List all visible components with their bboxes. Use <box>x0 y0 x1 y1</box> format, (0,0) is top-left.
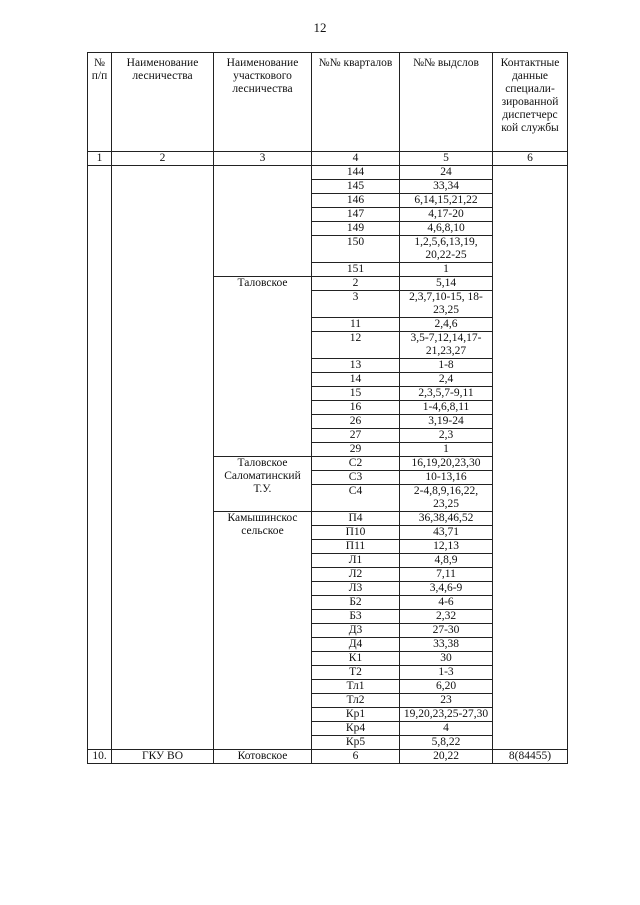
quarter-cell: С2 <box>312 457 400 471</box>
district-cell: Котовское <box>214 750 312 764</box>
table-row-last <box>88 750 568 764</box>
quarter-cell: К1 <box>312 652 400 666</box>
allotment-cell: 27-30 <box>400 624 493 638</box>
quarter-cell: Кр1 <box>312 708 400 722</box>
allotment-cell: 1 <box>400 443 493 457</box>
allotment-cell: 1-8 <box>400 359 493 373</box>
quarter-cell: 6 <box>312 750 400 764</box>
district-cell: Таловское Саломатинский Т.У. <box>214 457 312 512</box>
column-number-cell: 1 <box>88 152 112 166</box>
allotment-cell: 3,5-7,12,14,17-21,23,27 <box>400 332 493 359</box>
allotment-cell: 4-6 <box>400 596 493 610</box>
quarter-cell: С3 <box>312 471 400 485</box>
table-row <box>88 166 568 180</box>
allotment-cell: 2,32 <box>400 610 493 624</box>
quarter-cell: П11 <box>312 540 400 554</box>
allotment-cell: 6,14,15,21,22 <box>400 194 493 208</box>
column-number-row <box>88 152 568 166</box>
allotment-cell: 33,38 <box>400 638 493 652</box>
row-number-cell <box>88 166 112 750</box>
quarter-cell: П10 <box>312 526 400 540</box>
quarter-cell: 13 <box>312 359 400 373</box>
quarter-cell: Тл2 <box>312 694 400 708</box>
quarter-cell: 15 <box>312 387 400 401</box>
row-number-cell: 10. <box>88 750 112 764</box>
allotment-cell: 1-4,6,8,11 <box>400 401 493 415</box>
column-number-cell: 6 <box>493 152 568 166</box>
allotment-cell: 16,19,20,23,30 <box>400 457 493 471</box>
allotment-cell: 2,4 <box>400 373 493 387</box>
quarter-cell: 14 <box>312 373 400 387</box>
allotment-cell: 20,22 <box>400 750 493 764</box>
quarter-cell: 144 <box>312 166 400 180</box>
quarter-cell: Л2 <box>312 568 400 582</box>
allotment-cell: 7,11 <box>400 568 493 582</box>
allotment-cell: 2,3,5,7-9,11 <box>400 387 493 401</box>
quarter-cell: С4 <box>312 485 400 512</box>
allotment-cell: 5,14 <box>400 277 493 291</box>
column-number-cell: 4 <box>312 152 400 166</box>
quarter-cell: Кр4 <box>312 722 400 736</box>
quarter-cell: Т2 <box>312 666 400 680</box>
forestry-cell <box>112 166 214 750</box>
header-cell: Контактные данные специали-зированной диспетчерс кой службы <box>493 53 568 152</box>
quarter-cell: Тл1 <box>312 680 400 694</box>
allotment-cell: 23 <box>400 694 493 708</box>
quarter-cell: П4 <box>312 512 400 526</box>
allotment-cell: 2,4,6 <box>400 318 493 332</box>
allotment-cell: 2,3,7,10-15, 18-23,25 <box>400 291 493 318</box>
quarter-cell: Д3 <box>312 624 400 638</box>
quarter-cell: Д4 <box>312 638 400 652</box>
allotment-cell: 3,19-24 <box>400 415 493 429</box>
allotment-cell: 43,71 <box>400 526 493 540</box>
header-cell: №№ выдслов <box>400 53 493 152</box>
quarter-cell: 29 <box>312 443 400 457</box>
quarter-cell: 147 <box>312 208 400 222</box>
district-cell: Таловское <box>214 277 312 457</box>
forestry-cell: ГКУ ВО <box>112 750 214 764</box>
header-cell: Наименование участкового лесничества <box>214 53 312 152</box>
quarter-cell: 11 <box>312 318 400 332</box>
header-cell: Наименование лесничества <box>112 53 214 152</box>
quarter-cell: Б3 <box>312 610 400 624</box>
allotment-cell: 10-13,16 <box>400 471 493 485</box>
column-number-cell: 5 <box>400 152 493 166</box>
quarter-cell: Л3 <box>312 582 400 596</box>
column-number-cell: 2 <box>112 152 214 166</box>
allotment-cell: 19,20,23,25-27,30 <box>400 708 493 722</box>
header-cell: №№ кварталов <box>312 53 400 152</box>
allotment-cell: 1 <box>400 263 493 277</box>
quarter-cell: Кр5 <box>312 736 400 750</box>
allotment-cell: 3,4,6-9 <box>400 582 493 596</box>
allotment-cell: 33,34 <box>400 180 493 194</box>
allotment-cell: 4,8,9 <box>400 554 493 568</box>
allotment-cell: 4,17-20 <box>400 208 493 222</box>
forestry-table <box>87 52 568 764</box>
contact-cell <box>493 166 568 750</box>
contact-cell: 8(84455) <box>493 750 568 764</box>
quarter-cell: 151 <box>312 263 400 277</box>
quarter-cell: Б2 <box>312 596 400 610</box>
allotment-cell: 36,38,46,52 <box>400 512 493 526</box>
allotment-cell: 2,3 <box>400 429 493 443</box>
allotment-cell: 5,8,22 <box>400 736 493 750</box>
allotment-cell: 12,13 <box>400 540 493 554</box>
quarter-cell: 2 <box>312 277 400 291</box>
quarter-cell: 146 <box>312 194 400 208</box>
quarter-cell: 27 <box>312 429 400 443</box>
quarter-cell: 3 <box>312 291 400 318</box>
district-cell <box>214 166 312 277</box>
allotment-cell: 1-3 <box>400 666 493 680</box>
allotment-cell: 6,20 <box>400 680 493 694</box>
column-number-cell: 3 <box>214 152 312 166</box>
district-cell: Камышинскос сельское <box>214 512 312 750</box>
allotment-cell: 2-4,8,9,16,22, 23,25 <box>400 485 493 512</box>
allotment-cell: 24 <box>400 166 493 180</box>
quarter-cell: 26 <box>312 415 400 429</box>
allotment-cell: 1,2,5,6,13,19, 20,22-25 <box>400 236 493 263</box>
quarter-cell: Л1 <box>312 554 400 568</box>
allotment-cell: 4,6,8,10 <box>400 222 493 236</box>
page-number: 12 <box>313 20 327 35</box>
header-cell: № п/п <box>88 53 112 152</box>
allotment-cell: 30 <box>400 652 493 666</box>
header-row <box>88 53 568 152</box>
quarter-cell: 145 <box>312 180 400 194</box>
quarter-cell: 150 <box>312 236 400 263</box>
quarter-cell: 16 <box>312 401 400 415</box>
quarter-cell: 12 <box>312 332 400 359</box>
allotment-cell: 4 <box>400 722 493 736</box>
quarter-cell: 149 <box>312 222 400 236</box>
